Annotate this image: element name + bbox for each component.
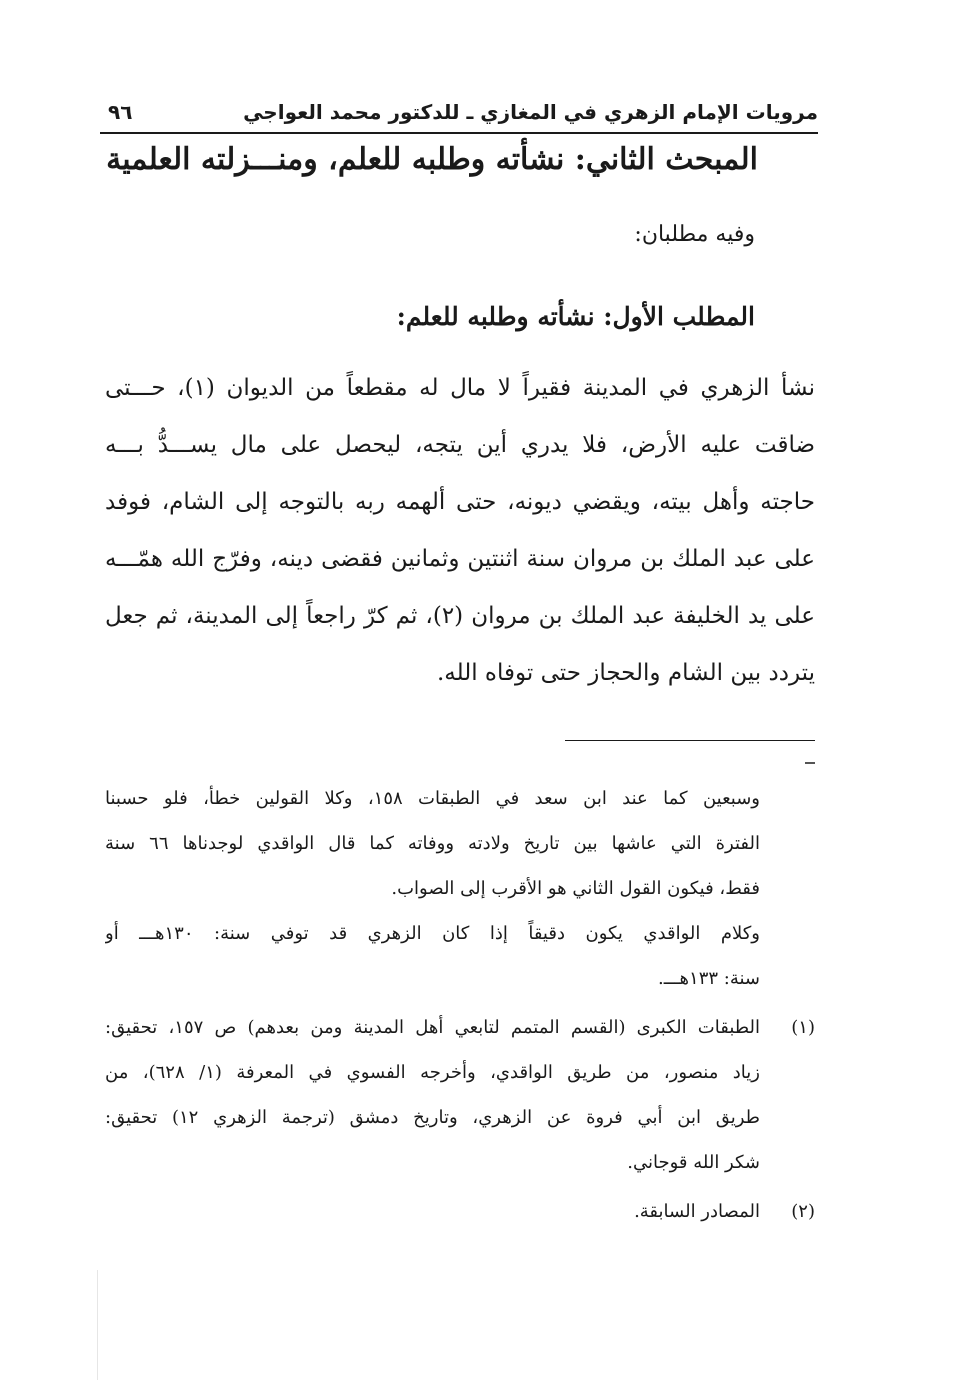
footnote-line: وكلام الواقدي يكون دقيقاً إذا كان الزهري قد توفي سنة: ١٣٠هـــ أو bbox=[105, 923, 760, 944]
footnote-2 bbox=[105, 1189, 815, 1234]
page-number: ٩٦ bbox=[108, 100, 133, 124]
body-line: على يد الخليفة عبد الملك بن مروان (٢)، ثم كرّ راجعاً إلى المدينة، ثم جعل bbox=[105, 603, 815, 629]
footnote-line: وسبعين كما عند ابن سعد في الطبقات ١٥٨، وكلا القولين خطأ، فلو حسبنا bbox=[105, 788, 760, 809]
footnote-number: (١) bbox=[791, 1017, 815, 1038]
body-line: يتردد بين الشام والحجاز حتى توفاه الله. bbox=[436, 660, 815, 686]
footnote-line: طريق ابن أبي فروة عن الزهري، وتاريخ دمشق (ترجمة الزهري ١٢) تحقيق: bbox=[105, 1107, 760, 1128]
footnote-continuation bbox=[105, 776, 815, 1001]
footnote-number: (٢) bbox=[791, 1201, 815, 1222]
footnote-separator bbox=[565, 740, 815, 741]
footnote-line: الطبقات الكبرى (القسم المتمم لتابعي أهل المدينة ومن بعدهم) ص ١٥٧، تحقيق: bbox=[105, 1017, 760, 1038]
body-line: نشأ الزهري في المدينة فقيراً لا مال له مقطعاً من الديوان (١)، حـــتى bbox=[105, 375, 815, 401]
body-line: على عبد الملك بن مروان سنة اثنتين وثمانين فقضى دينه، وفرّج الله همّـــه bbox=[105, 546, 815, 572]
intro-line: وفيه مطلبان: bbox=[634, 222, 755, 247]
footnote-line: فقط، فيكون القول الثاني هو الأقرب إلى الصواب. bbox=[391, 878, 760, 899]
subsection-title: المطلب الأول: نشأته وطلبه للعلم: bbox=[396, 302, 755, 331]
footnote-line: المصادر السابقة. bbox=[634, 1201, 760, 1222]
section-title: المبحث الثاني: نشأته وطلبه للعلم، ومنـــزلته العلمية bbox=[106, 142, 758, 177]
body-paragraph bbox=[105, 360, 815, 702]
body-line: حاجته وأهل بيته، ويقضي ديونه، حتى ألهمه ربه بالتوجه إلى الشام، فوفد bbox=[105, 489, 815, 515]
footnote-line: سنة: ١٣٣هـــ. bbox=[657, 968, 760, 989]
footnote-line: شكر الله قوجاني. bbox=[627, 1152, 760, 1173]
footnote-1 bbox=[105, 1005, 815, 1185]
footnote-line: الفترة التي عاشها بين تاريخ ولادته ووفاته كما قال الواقدي لوجدناها ٦٦ سنة bbox=[105, 833, 760, 854]
running-header bbox=[100, 98, 818, 132]
footnotes bbox=[105, 776, 815, 1234]
header-rule bbox=[100, 132, 818, 134]
scan-edge bbox=[97, 1270, 98, 1380]
footnote-line: زياد منصور، من طريق الواقدي، وأخرجه الفسوي في المعرفة (١/ ٦٢٨)، من bbox=[105, 1062, 760, 1083]
continuation-mark bbox=[805, 762, 815, 764]
body-line: ضاقت عليه الأرض، فلا يدري أين يتجه، ليحصل على مال يســـدُّ بـــه bbox=[105, 432, 815, 458]
running-title: مرويات الإمام الزهري في المغازي ـ للدكتور محمد العواجي bbox=[243, 100, 818, 124]
